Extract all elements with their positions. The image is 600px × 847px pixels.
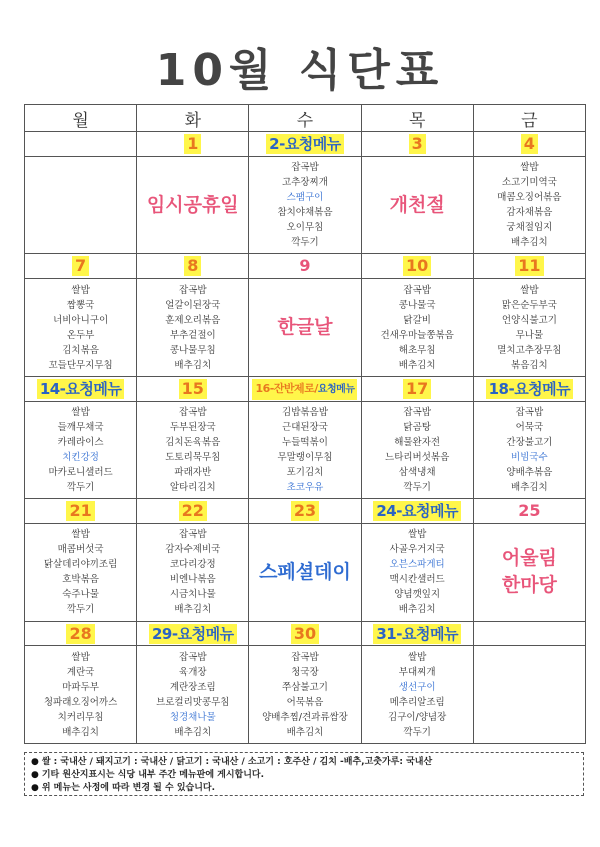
menu-cell	[137, 279, 249, 377]
menu-item: 마카로니샐러드	[48, 466, 113, 478]
menu-item: 김치돈육볶음	[165, 436, 221, 448]
menu-cell	[249, 646, 361, 744]
menu-cell	[249, 401, 361, 499]
menu-row	[25, 524, 586, 622]
menu-item: 배추김치	[62, 726, 99, 738]
menu-list	[249, 160, 360, 250]
menu-item: 삼색냉채	[398, 466, 436, 478]
date-label-suffix: 요청메뉴	[317, 384, 355, 396]
menu-cell	[25, 156, 137, 254]
menu-cell	[25, 401, 137, 499]
date-label: 29-요청메뉴	[149, 624, 237, 644]
menu-list	[474, 283, 585, 373]
menu-item: 깍두기	[66, 481, 95, 493]
date-cell	[25, 499, 137, 524]
date-row	[25, 499, 586, 524]
bullet-icon: ●	[31, 770, 39, 780]
date-label: 24-요청메뉴	[373, 501, 461, 521]
menu-item: 고추장찌개	[282, 177, 328, 189]
menu-item: 감자수제비국	[165, 544, 221, 556]
notes-box	[24, 752, 584, 796]
date-label: 30	[291, 624, 319, 644]
menu-item: 쭈삼불고기	[282, 681, 328, 693]
menu-calendar-table	[24, 104, 586, 744]
date-cell	[361, 132, 473, 157]
menu-cell	[473, 646, 585, 744]
menu-item: 육개장	[179, 666, 207, 678]
menu-item: 너비아니구이	[53, 314, 109, 326]
menu-item: 언양식불고기	[501, 314, 557, 326]
menu-list	[25, 527, 136, 617]
menu-item: 양배추찜/견과류쌈장	[262, 711, 348, 723]
menu-item: 배추김치	[511, 237, 548, 249]
menu-item: 소고기미역국	[501, 177, 557, 189]
menu-item: 사골우거지국	[389, 544, 445, 556]
menu-row	[25, 401, 586, 499]
menu-item: 닭살데리야끼조림	[43, 559, 118, 571]
special-day-line: 개천절	[389, 193, 445, 216]
date-label: 11	[515, 256, 543, 276]
menu-item: 잡곡밥	[291, 651, 319, 663]
menu-item: 배추김치	[511, 481, 548, 493]
menu-item: 초코우유	[286, 481, 324, 493]
menu-item: 무나물	[515, 329, 544, 341]
date-label: 4	[521, 134, 538, 154]
menu-item: 궁채절임지	[506, 222, 553, 234]
menu-item: 치커리무침	[57, 711, 104, 723]
menu-item: 쌀밥	[520, 284, 539, 296]
menu-cell	[137, 401, 249, 499]
menu-item: 해초무침	[398, 344, 436, 356]
menu-item: 감자채볶음	[506, 207, 553, 219]
menu-item: 청경채나물	[169, 711, 216, 723]
weekday-header: 화	[137, 105, 249, 132]
special-day-line: 임시공휴일	[146, 193, 239, 216]
menu-list	[25, 405, 136, 495]
menu-item: 치킨강정	[62, 451, 99, 463]
date-cell	[137, 254, 249, 279]
menu-item: 도토리묵무침	[165, 451, 221, 463]
menu-item: 잡곡밥	[179, 284, 207, 296]
menu-item: 잡곡밥	[403, 406, 431, 418]
date-label: 16-잔반제로/요청메뉴	[252, 379, 357, 400]
menu-row	[25, 279, 586, 377]
menu-cell	[473, 401, 585, 499]
menu-item: 김밥볶음밥	[282, 406, 328, 418]
special-day-label	[362, 192, 473, 219]
menu-list	[25, 283, 136, 373]
menu-item: 근대된장국	[282, 421, 328, 433]
date-cell	[473, 132, 585, 157]
menu-item: 카레라이스	[57, 436, 104, 448]
date-label: 28	[66, 624, 94, 644]
menu-item: 마파두부	[62, 681, 99, 693]
menu-list	[137, 405, 248, 495]
menu-item: 짬뽕국	[66, 299, 95, 311]
menu-row	[25, 646, 586, 744]
page-title: 10월 식단표	[155, 45, 445, 96]
menu-cell	[249, 524, 361, 622]
menu-item: 깍두기	[403, 726, 431, 738]
date-label: 17	[403, 379, 431, 399]
menu-item: 생선구이	[398, 681, 436, 693]
menu-item: 비엔나볶음	[169, 574, 216, 586]
menu-item: 잡곡밥	[515, 406, 544, 418]
date-label: 15	[179, 379, 207, 399]
date-cell	[473, 499, 585, 524]
menu-item: 간장불고기	[506, 436, 553, 448]
menu-item: 김치볶음	[62, 344, 99, 356]
date-label: 2-요청메뉴	[266, 134, 344, 154]
menu-item: 쌀밥	[71, 529, 90, 541]
menu-list	[137, 650, 248, 740]
menu-item: 멸치고추장무침	[497, 344, 562, 356]
date-cell	[361, 254, 473, 279]
menu-item: 두부된장국	[169, 421, 216, 433]
menu-cell	[361, 646, 473, 744]
menu-item: 배추김치	[174, 604, 212, 616]
menu-item: 브로컬리맛콩무침	[156, 696, 230, 708]
date-cell	[249, 254, 361, 279]
date-label: 31-요청메뉴	[373, 624, 461, 644]
date-label: 7	[72, 256, 89, 276]
menu-cell	[25, 524, 137, 622]
menu-item: 매콤버섯국	[57, 544, 104, 556]
date-label: 9	[299, 256, 311, 276]
menu-list	[362, 283, 473, 373]
menu-list	[25, 650, 136, 740]
menu-list	[474, 405, 585, 495]
menu-cell	[361, 524, 473, 622]
date-label: 1	[184, 134, 201, 154]
date-row	[25, 132, 586, 157]
weekday-header: 월	[25, 105, 137, 132]
menu-item: 양념깻잎지	[394, 589, 441, 601]
menu-item: 깍두기	[66, 604, 95, 616]
menu-item: 훈제오리볶음	[165, 314, 221, 326]
menu-item: 김구이/양념장	[388, 711, 447, 723]
menu-item: 청파래오징어까스	[43, 696, 118, 708]
date-cell	[137, 132, 249, 157]
special-day-label	[249, 314, 360, 341]
special-day-label	[137, 192, 248, 219]
menu-item: 스팸구이	[286, 192, 324, 204]
weekday-header: 금	[473, 105, 585, 132]
date-label: 25	[518, 501, 541, 521]
date-cell	[361, 376, 473, 401]
menu-item: 맥시칸샐러드	[389, 574, 445, 586]
date-cell	[361, 621, 473, 646]
menu-item: 건새우마늘쫑볶음	[380, 329, 454, 341]
date-cell	[25, 621, 137, 646]
menu-item: 배추김치	[398, 604, 436, 616]
date-label: 14-요청메뉴	[37, 379, 125, 399]
menu-item: 어묵볶음	[286, 696, 324, 708]
menu-cell	[361, 156, 473, 254]
date-label: 21	[66, 501, 94, 521]
menu-cell	[137, 156, 249, 254]
date-cell	[25, 376, 137, 401]
date-label: 22	[179, 501, 207, 521]
menu-item: 계란국	[66, 666, 95, 678]
menu-item: 포기김치	[286, 466, 324, 478]
menu-item: 해물완자전	[394, 436, 441, 448]
menu-item: 매콤오징어볶음	[497, 192, 562, 204]
date-cell	[137, 621, 249, 646]
menu-item: 닭갈비	[403, 314, 431, 326]
date-row	[25, 621, 586, 646]
menu-item: 코다리강정	[169, 559, 216, 571]
menu-item: 양배추볶음	[506, 466, 553, 478]
bullet-icon: ●	[31, 783, 39, 793]
menu-item: 파래자반	[174, 466, 212, 478]
menu-item: 볶음김치	[511, 359, 548, 371]
date-cell	[137, 376, 249, 401]
menu-cell	[361, 279, 473, 377]
menu-item: 온두부	[66, 329, 95, 341]
menu-item: 느타리버섯볶음	[385, 451, 450, 463]
menu-item: 잡곡밥	[179, 651, 207, 663]
menu-item: 참치야채볶음	[277, 207, 333, 219]
weekday-header: 목	[361, 105, 473, 132]
menu-item: 쌀밥	[407, 529, 427, 541]
menu-item: 쌀밥	[71, 651, 90, 663]
special-day-line: 한마당	[501, 574, 557, 597]
menu-list	[474, 160, 585, 250]
menu-item: 잡곡밥	[291, 162, 319, 174]
date-cell	[249, 499, 361, 524]
date-cell	[361, 499, 473, 524]
date-label: 10	[403, 256, 431, 276]
menu-cell	[473, 156, 585, 254]
menu-cell	[137, 646, 249, 744]
menu-item: 깍두기	[291, 237, 319, 249]
menu-item: 부추겉절이	[169, 329, 216, 341]
menu-item: 얼갈이된장국	[165, 299, 221, 311]
menu-item: 꼬들단무지무침	[48, 359, 113, 371]
special-day-label	[474, 545, 585, 599]
menu-item: 숙주나물	[62, 589, 99, 601]
menu-item: 무말랭이무침	[277, 451, 333, 463]
menu-item: 시금치나물	[169, 589, 216, 601]
menu-item: 배추김치	[174, 726, 212, 738]
menu-item: 잡곡밥	[179, 529, 207, 541]
date-label: 8	[184, 256, 201, 276]
menu-list	[137, 527, 248, 617]
menu-list	[137, 283, 248, 373]
menu-item: 누들떡볶이	[282, 436, 328, 448]
special-day-label	[249, 559, 360, 586]
special-day-line: 스페셜데이	[259, 560, 351, 583]
menu-item: 잡곡밥	[179, 406, 207, 418]
date-label: 3	[409, 134, 426, 154]
menu-item: 닭곰탕	[403, 421, 431, 433]
date-cell	[473, 376, 585, 401]
menu-cell	[25, 279, 137, 377]
menu-item: 오븐스파게티	[389, 559, 445, 571]
menu-item: 쌀밥	[71, 284, 90, 296]
menu-item: 쌀밥	[71, 406, 90, 418]
menu-item: 들깨무채국	[57, 421, 104, 433]
date-cell	[249, 376, 361, 401]
menu-list	[362, 527, 473, 617]
date-cell	[473, 621, 585, 646]
menu-item: 배추김치	[174, 359, 212, 371]
date-cell	[473, 254, 585, 279]
menu-list	[362, 405, 473, 495]
menu-item: 쌀밥	[520, 162, 539, 174]
menu-item: 배추김치	[286, 726, 324, 738]
note-line: ● 기타 원산지표시는 식당 내부 주간 메뉴판에 게시합니다.	[31, 770, 265, 780]
special-day-line: 한글날	[277, 316, 333, 339]
date-cell	[25, 132, 137, 157]
date-cell	[25, 254, 137, 279]
menu-item: 어묵국	[515, 421, 544, 433]
menu-item: 청국장	[291, 666, 319, 678]
menu-cell	[473, 279, 585, 377]
menu-item: 비빔국수	[511, 451, 548, 463]
menu-list	[249, 650, 360, 740]
weekday-header: 수	[249, 105, 361, 132]
menu-item: 호박볶음	[62, 574, 99, 586]
menu-list	[362, 650, 473, 740]
menu-item: 계란장조림	[169, 681, 216, 693]
menu-cell	[473, 524, 585, 622]
date-label: 18-요청메뉴	[486, 379, 574, 399]
menu-item: 오이무침	[286, 222, 324, 234]
menu-item: 쌀밥	[407, 651, 427, 663]
date-cell	[249, 132, 361, 157]
menu-item: 부대찌개	[398, 666, 436, 678]
menu-cell	[249, 279, 361, 377]
date-cell	[137, 499, 249, 524]
menu-list	[249, 405, 360, 495]
menu-cell	[137, 524, 249, 622]
menu-item: 콩나물무침	[169, 344, 216, 356]
note-line: ● 위 메뉴는 사정에 따라 변경 될 수 있습니다.	[31, 783, 216, 793]
weekday-header-row	[25, 105, 586, 132]
menu-cell	[25, 646, 137, 744]
menu-item: 깍두기	[403, 481, 431, 493]
menu-row	[25, 156, 586, 254]
date-row	[25, 376, 586, 401]
note-line: ● 쌀 : 국내산 / 돼지고기 : 국내산 / 닭고기 : 국내산 / 소고기 : 호주산 / 김치 -배추,고춧가루: 국내산	[31, 757, 433, 767]
menu-item: 배추김치	[398, 359, 436, 371]
menu-item: 콩나물국	[398, 299, 436, 311]
menu-item: 메추리알조림	[389, 696, 445, 708]
menu-cell	[361, 401, 473, 499]
date-label: 23	[291, 501, 319, 521]
menu-item: 맑은순두부국	[501, 299, 557, 311]
bullet-icon: ●	[31, 757, 39, 767]
menu-item: 알타리김치	[169, 481, 216, 493]
special-day-line: 어울림	[501, 547, 557, 570]
date-row	[25, 254, 586, 279]
menu-item: 잡곡밥	[403, 284, 431, 296]
menu-cell	[249, 156, 361, 254]
date-cell	[249, 621, 361, 646]
